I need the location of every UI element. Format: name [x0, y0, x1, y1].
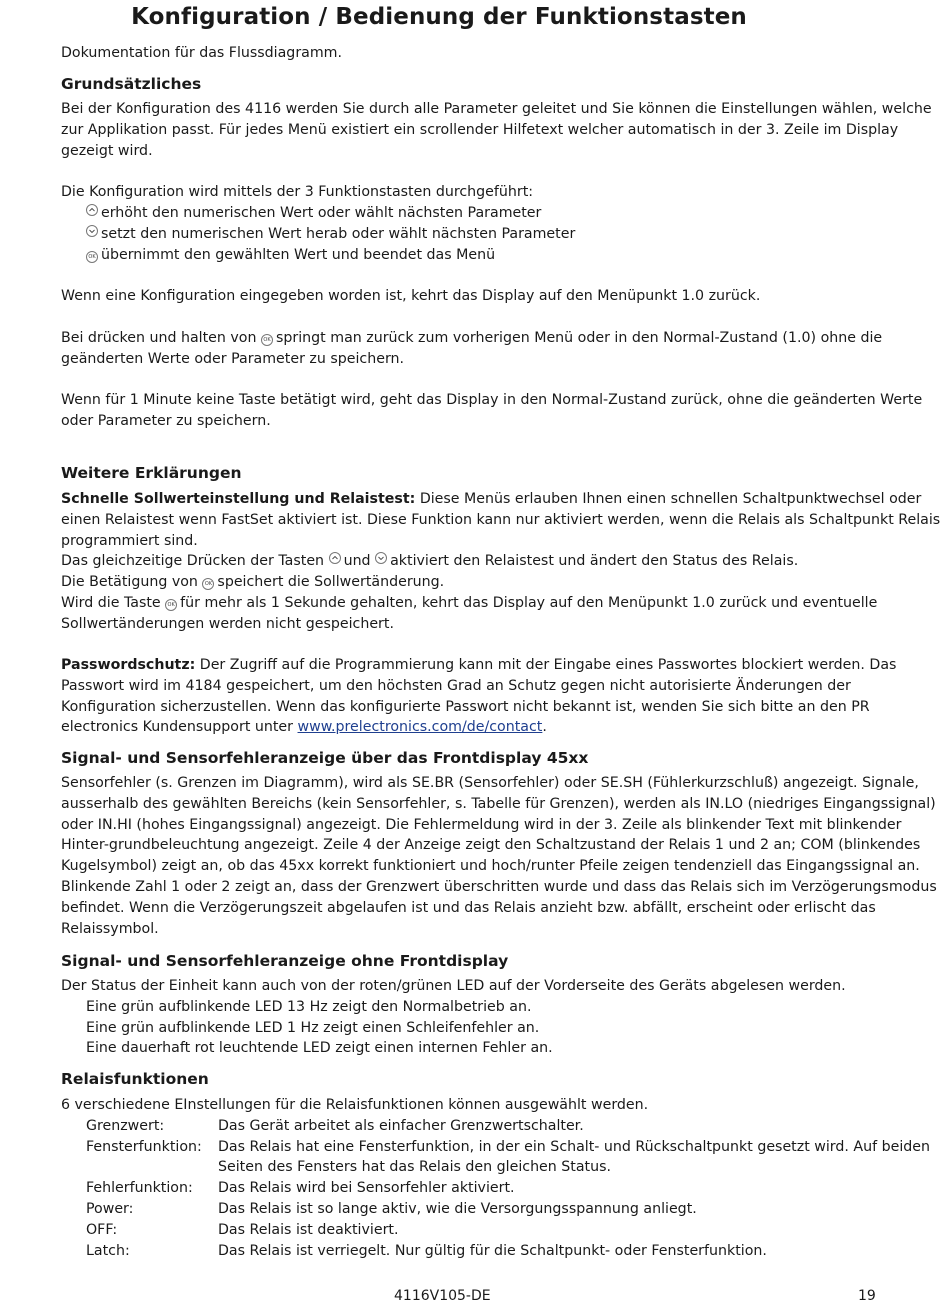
relay-function-def: Das Relais ist so lange aktiv, wie die Versorgungsspannung anliegt.: [218, 1200, 697, 1217]
grund-paragraph-5: Wenn für 1 Minute keine Taste betätigt wird, geht das Display in den Normal-Zustand zurück, ohne die geänderten Werte oder Parameter zu speichern.: [61, 392, 923, 429]
relay-function-term: Power:: [86, 1200, 134, 1217]
relay-test-line: [61, 551, 941, 572]
grund-paragraph-3: Wenn eine Konfiguration eingegeben worden ist, kehrt das Display auf den Menüpunkt 1.0 zurück.: [61, 288, 761, 304]
relay-function-def: Das Relais wird bei Sensorfehler aktiviert.: [218, 1180, 515, 1197]
relay-function-row: [61, 1241, 941, 1262]
up-key-icon: [86, 204, 98, 216]
relay-function-term: Fensterfunktion:: [86, 1138, 202, 1155]
key-ok-text: übernimmt den gewählten Wert und beendet das Menü: [101, 246, 496, 263]
page-number: 19: [858, 1288, 876, 1304]
grund-paragraph-1: Bei der Konfiguration des 4116 werden Sie durch alle Parameter geleitet und Sie können die Einstellungen wählen, welche zur Applikation passt. Für jedes Menü existiert ein scrollender Hilfetext welcher automatisch in der 3. Zeile im Display gezeigt wird.: [61, 101, 932, 159]
password-label: Passwordschutz:: [61, 657, 196, 673]
signal-front-text: Sensorfehler (s. Grenzen im Diagramm), wird als SE.BR (Sensorfehler) oder SE.SH (Fühlerkurzschluß) angezeigt. Signale, ausserhalb des gewählten Bereichs (kein Sensorfehler, s. Tabelle für Grenzen), werden als IN.LO (niedriges Eingangssignal) oder IN.HI (hohes Eingangssignal) angezeigt. Die Fehlermeldung wird in der 3. Zeile als blinkender Text mit blinkender Hinter-grundbeleuchtung angezeigt. Zeile 4 der Anzeige zeigt den Schaltzustand der Relais 1 und 2 an; COM (blinkendes Kugelsymbol) zeigt an, ob das 45xx korrekt funktioniert und hoch/runter Pfeile zeigen tendenziell das Eingangssignal an. Blinkende Zahl 1 oder 2 zeigt an, dass der Grenzwert überschritten wurde und dass das Relais sich im Verzögerungsmodus befindet. Wenn die Verzögerungszeit abgelaufen ist und das Relais anzieht bzw. abfällt, erscheint oder erlischt das Relaissymbol.: [61, 775, 937, 937]
section-heading-relais: Relaisfunktionen: [61, 1070, 209, 1088]
relay-function-def: Das Relais ist deaktiviert.: [218, 1221, 399, 1238]
relay-function-row: [61, 1178, 941, 1199]
relay-function-row: [61, 1199, 941, 1220]
key-list-item-ok: [61, 245, 941, 266]
relay-function-def: Das Relais hat eine Fensterfunktion, in der ein Schalt- und Rückschaltpunkt gesetzt wird. Auf beiden Seiten des Fensters hat das Relais den gleichen Status.: [218, 1138, 931, 1176]
relay-function-def: Das Relais ist verriegelt. Nur gültig für die Schaltpunkt- oder Fensterfunktion.: [218, 1242, 767, 1259]
save-setpoint-line: [61, 572, 941, 593]
led-list-item: Eine grün aufblinkende LED 13 Hz zeigt den Normalbetrieb an.: [86, 998, 532, 1015]
relay-function-row: [61, 1220, 941, 1241]
password-text: Der Zugriff auf die Programmierung kann mit der Eingabe eines Passwortes blockiert werden. Das Passwort wird im 4184 gespeichert, um den höchsten Grad an Schutz gegen nicht autorisierte Änderungen der Konfiguration sicherzustellen. Wenn das konfigurierte Passwort nicht bekannt ist, wenden Sie sich bitte an den PR electronics Kundensupport unter: [61, 657, 897, 736]
ok-key-icon: OK: [261, 334, 273, 346]
document-code: 4116V105-DE: [394, 1288, 491, 1304]
relay-test-start: Das gleichzeitige Drücken der Tasten: [61, 553, 325, 570]
signal-ohne-text: Der Status der Einheit kann auch von der roten/grünen LED auf der Vorderseite des Geräts abgelesen werden.: [61, 978, 846, 994]
page-title: Konfiguration / Bedienung der Funktionstasten: [131, 4, 747, 30]
down-key-icon: [375, 552, 387, 564]
section-heading-signal-front: Signal- und Sensorfehleranzeige über das Frontdisplay 45xx: [61, 749, 589, 767]
led-list-item: Eine dauerhaft rot leuchtende LED zeigt einen internen Fehler an.: [86, 1040, 553, 1057]
hold-key-end: für mehr als 1 Sekunde gehalten, kehrt das Display auf den Menüpunkt 1.0 zurück und eventuelle Sollwertänderungen werden nicht gespeichert.: [61, 594, 878, 632]
led-list-item: Eine grün aufblinkende LED 1 Hz zeigt einen Schleifenfehler an.: [86, 1019, 540, 1036]
relay-function-term: Latch:: [86, 1242, 130, 1259]
grund-p4-start: Bei drücken und halten von: [61, 330, 257, 346]
section-heading-signal-ohne: Signal- und Sensorfehleranzeige ohne Frontdisplay: [61, 952, 509, 970]
section-heading-grundsaetzliches: Grundsätzliches: [61, 75, 202, 93]
up-key-icon: [329, 552, 341, 564]
save-setpoint-start: Die Betätigung von: [61, 574, 198, 591]
relay-function-term: OFF:: [86, 1221, 118, 1238]
section-heading-weitere: Weitere Erklärungen: [61, 464, 242, 482]
hold-key-start: Wird die Taste: [61, 594, 161, 611]
relais-intro: 6 verschiedene EInstellungen für die Relaisfunktionen können ausgewählt werden.: [61, 1097, 649, 1113]
intro-text: Dokumentation für das Flussdiagramm.: [61, 45, 342, 61]
password-period: .: [542, 719, 547, 736]
relay-test-end: aktiviert den Relaistest und ändert den Status des Relais.: [390, 553, 799, 570]
relay-function-term: Fehlerfunktion:: [86, 1180, 193, 1197]
key-list-item-up: [61, 203, 941, 224]
ok-key-icon: OK: [202, 578, 214, 590]
fastset-text: Diese Menüs erlauben Ihnen einen schnellen Schaltpunktwechsel oder einen Relaistest wenn FastSet aktiviert ist. Diese Funktion kann nur aktiviert werden, wenn die Relais als Schaltpunkt Relais programmiert sind.: [61, 491, 941, 549]
save-setpoint-end: speichert die Sollwertänderung.: [217, 574, 445, 591]
password-paragraph: [61, 655, 941, 738]
fastset-label: Schnelle Sollwerteinstellung und Relaistest:: [61, 491, 416, 507]
hold-key-line: [61, 593, 941, 635]
relay-function-term: Grenzwert:: [86, 1117, 165, 1134]
key-down-text: setzt den numerischen Wert herab oder wählt nächsten Parameter: [101, 225, 576, 242]
key-list-item-down: [61, 224, 941, 245]
ok-key-icon: OK: [86, 251, 98, 263]
fastset-paragraph: [61, 489, 941, 551]
relay-function-row: [61, 1116, 941, 1137]
relay-function-def: Das Gerät arbeitet als einfacher Grenzwertschalter.: [218, 1117, 584, 1134]
key-up-text: erhöht den numerischen Wert oder wählt nächsten Parameter: [101, 205, 542, 221]
relay-function-row: [61, 1137, 941, 1179]
grund-paragraph-2: Die Konfiguration wird mittels der 3 Funktionstasten durchgeführt:: [61, 184, 534, 200]
grund-paragraph-4: [61, 328, 941, 370]
support-contact-link[interactable]: www.prelectronics.com/de/contact: [297, 719, 543, 736]
grund-p4-end: springt man zurück zum vorherigen Menü oder in den Normal-Zustand (1.0) ohne die geänderten Werte oder Parameter zu speichern.: [61, 330, 883, 367]
relay-test-and: und: [343, 553, 371, 570]
down-key-icon: [86, 225, 98, 237]
ok-key-icon: OK: [165, 599, 177, 611]
